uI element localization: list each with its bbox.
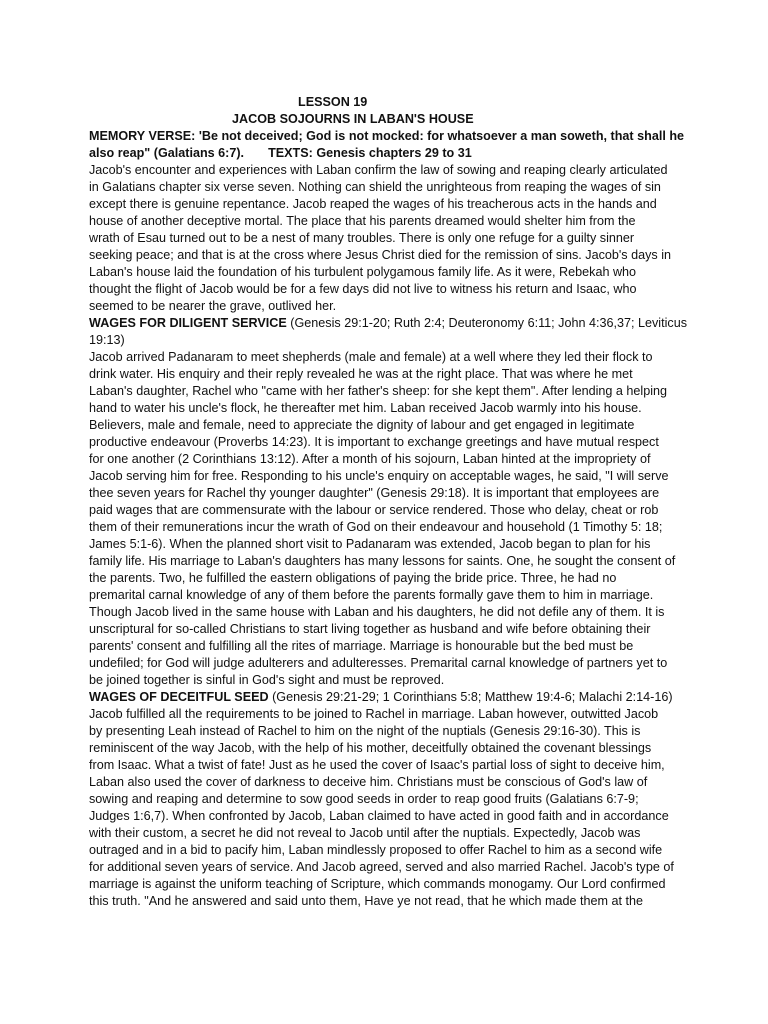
body-line: marriage is against the uniform teaching of Scripture, which commands monogamy. Our Lord confirmed <box>89 877 666 891</box>
body-line: them of their remunerations incur the wrath of God on their endeavour and household (1 Timothy 5: 18; <box>89 520 663 534</box>
intro-line: house of another deceptive mortal. The place that his parents dreamed would shelter him from the <box>89 214 636 228</box>
memory-verse: MEMORY VERSE: 'Be not deceived; God is not mocked: for whatsoever a man soweth, that shall he <box>89 129 685 143</box>
body-line: thee seven years for Rachel thy younger daughter" (Genesis 29:18). It is important that employees are <box>89 486 660 500</box>
section-references-continued: 19:13) <box>89 333 125 347</box>
body-line: paid wages that are commensurate with the labour or service rendered. Those who delay, cheat or rob <box>89 503 659 517</box>
body-line: premarital carnal knowledge of any of them before the parents formally gave them to him in marriage. <box>89 588 654 602</box>
body-line: unscriptural for so-called Christians to start living together as husband and wife before obtaining their <box>89 622 651 636</box>
body-line: by presenting Leah instead of Rachel to him on the night of the nuptials (Genesis 29:16-30). This is <box>89 724 641 738</box>
lesson-number: LESSON 19 <box>298 95 368 109</box>
body-line: hand to water his uncle's flock, he thereafter met him. Laban received Jacob warmly into his house. <box>89 401 642 415</box>
section-diligent-service <box>89 315 687 689</box>
document-page <box>89 94 687 910</box>
body-line: undefiled; for God will judge adulterers and adulteresses. Premarital carnal knowledge of partners yet to <box>89 656 668 670</box>
body-line: Jacob serving him for free. Responding to his uncle's enquiry on acceptable wages, he said, "I will serve <box>89 469 669 483</box>
body-line: outraged and in a bid to pacify him, Laban mindlessly proposed to offer Rachel to him as a second wife <box>89 843 663 857</box>
intro-line: thought the flight of Jacob would be for a few days did not live to witness his return and Isaac, who <box>89 282 637 296</box>
body-line: productive endeavour (Proverbs 14:23). It is important to exchange greetings and have mutual respect <box>89 435 659 449</box>
lesson-title: JACOB SOJOURNS IN LABAN'S HOUSE <box>232 112 474 126</box>
intro-line: except there is genuine repentance. Jacob reaped the wages of his treacherous acts in the hands and <box>89 197 657 211</box>
body-line: this truth. "And he answered and said unto them, Have ye not read, that he which made them at the <box>89 894 644 908</box>
body-line: reminiscent of the way Jacob, with the help of his mother, deceitfully obtained the covenant blessings <box>89 741 652 755</box>
body-line: Laban also used the cover of darkness to deceive him. Christians must be conscious of God's law of <box>89 775 648 789</box>
intro-line: wrath of Esau turned out to be a nest of many troubles. There is only one refuge for a guilty sinner <box>89 231 635 245</box>
section-deceitful-seed <box>89 689 679 910</box>
intro-line: seemed to be nearer the grave, outlived her. <box>89 299 337 313</box>
body-line: Judges 1:6,7). When confronted by Jacob, Laban claimed to have acted in good faith and in accordance <box>89 809 669 823</box>
body-line: from Isaac. What a twist of fate! Just as he used the cover of Isaac's partial loss of sight to deceive him, <box>89 758 665 772</box>
section-heading-line <box>89 689 679 706</box>
intro-line: seeking peace; and that is at the cross where Jesus Christ died for the remission of sins. Jacob's days in <box>89 248 672 262</box>
section-references: (Genesis 29:21-29; 1 Corinthians 5:8; Matthew 19:4-6; Malachi 2:14-16) <box>268 690 673 704</box>
memory-verse-reference: also reap" (Galatians 6:7). <box>89 146 245 160</box>
body-line: the parents. Two, he fulfilled the eastern obligations of paying the bride price. Three, he had no <box>89 571 617 585</box>
body-line: Jacob fulfilled all the requirements to be joined to Rachel in marriage. Laban however, outwitted Jacob <box>89 707 659 721</box>
body-line: family life. His marriage to Laban's daughters has many lessons for saints. One, he sought the consent of <box>89 554 676 568</box>
section-heading-line <box>89 315 687 332</box>
body-line: with their custom, a secret he did not reveal to Jacob until after the nuptials. Expectedly, Jacob was <box>89 826 641 840</box>
lesson-texts: TEXTS: Genesis chapters 29 to 31 <box>268 146 472 160</box>
intro-line: Jacob's encounter and experiences with Laban confirm the law of sowing and reaping clearly articulated <box>89 163 668 177</box>
memory-verse-continued <box>89 145 679 162</box>
section-heading: WAGES FOR DILIGENT SERVICE <box>89 316 287 330</box>
section-references: (Genesis 29:1-20; Ruth 2:4; Deuteronomy 6:11; John 4:36,37; Leviticus <box>286 316 687 330</box>
body-line: Laban's daughter, Rachel who "came with her father's sheep: for she kept them". After lending a helping <box>89 384 668 398</box>
body-line: drink water. His enquiry and their reply revealed he was at the right place. That was where he met <box>89 367 633 381</box>
section-heading: WAGES OF DECEITFUL SEED <box>89 690 269 704</box>
body-line: parents' consent and fulfilling all the rites of marriage. Marriage is honourable but the bed must be <box>89 639 634 653</box>
intro-line: Laban's house laid the foundation of his turbulent polygamous family life. As it were, Rebekah who <box>89 265 637 279</box>
body-line: James 5:1-6). When the planned short visit to Padanaram was extended, Jacob began to plan for his <box>89 537 651 551</box>
body-line: for one another (2 Corinthians 13:12). After a month of his sojourn, Laban hinted at the impropriety of <box>89 452 651 466</box>
intro-paragraph <box>89 162 679 315</box>
body-line: Though Jacob lived in the same house with Laban and his daughters, he did not defile any of them. It is <box>89 605 665 619</box>
body-line: Believers, male and female, need to appreciate the dignity of labour and get engaged in legitimate <box>89 418 635 432</box>
body-line: be joined together is sinful in God's sight and must be reproved. <box>89 673 445 687</box>
body-line: sowing and reaping and determine to sow good seeds in order to reap good fruits (Galatians 6:7-9; <box>89 792 639 806</box>
body-line: for additional seven years of service. And Jacob agreed, served and also married Rachel. Jacob's type of <box>89 860 674 874</box>
body-line: Jacob arrived Padanaram to meet shepherds (male and female) at a well where they led their flock to <box>89 350 653 364</box>
intro-line: in Galatians chapter six verse seven. Nothing can shield the unrighteous from reaping the wages of sin <box>89 180 661 194</box>
